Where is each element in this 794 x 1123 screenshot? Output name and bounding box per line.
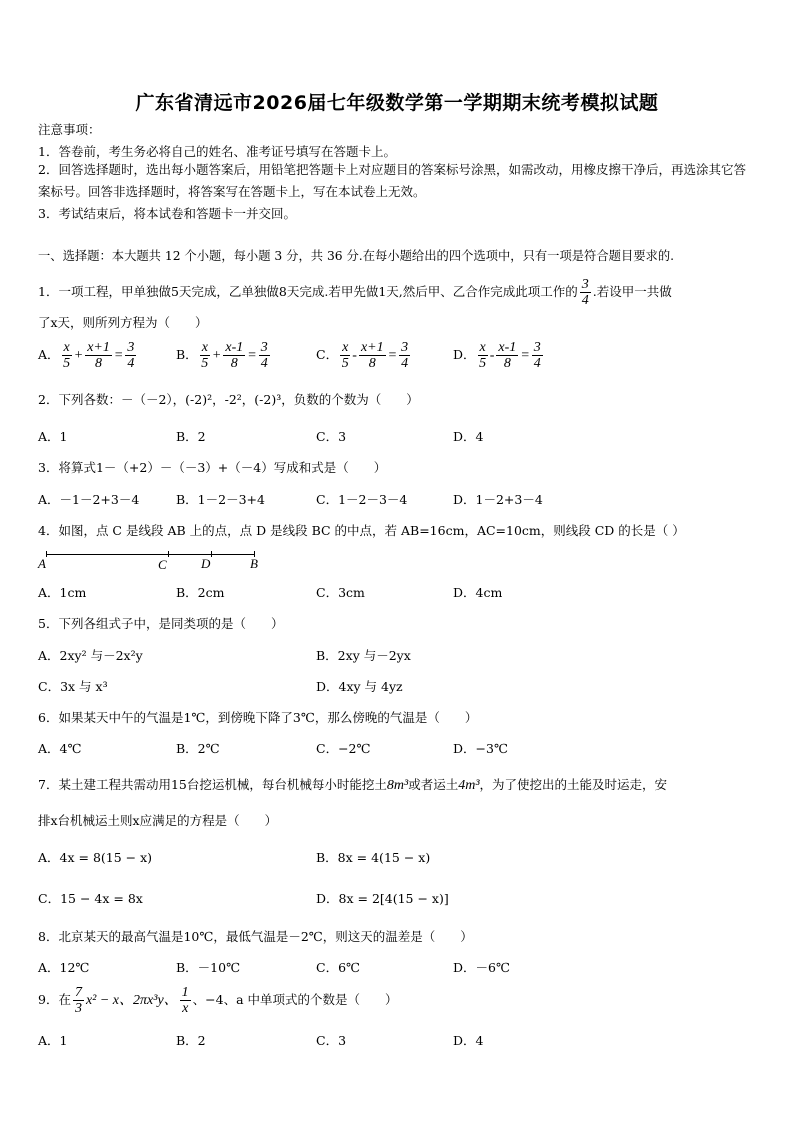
q1-stem-a: 1．一项工程，甲单独做5天完成，乙单独做8天完成.若甲先做1天,然后甲、乙合作完成此项工作的 [38,284,578,299]
q8-option-a[interactable]: A．12℃ [38,960,90,975]
fraction: $\frac{3}{4}$ [127,340,135,371]
q9-stem-a: 9．在 [38,992,71,1007]
q7-unit-1: 8m³ [386,778,409,793]
q7-option-c[interactable]: C．15 − 4x = 8x [38,891,143,906]
q5-option-d[interactable]: D．4xy 与 4yz [316,679,403,694]
q7-stem-b: 或者运土 [408,777,459,792]
q9-option-c[interactable]: C．3 [316,1033,347,1048]
equals-sign: = [247,348,257,363]
q6-option-d[interactable]: D．−3℃ [453,741,508,756]
question-8-stem: 8．北京某天的最高气温是10℃，最低气温是－2℃，则这天的温差是（ ） [38,929,473,944]
q8-option-d[interactable]: D．－6℃ [453,960,510,975]
label-a: A [38,556,46,571]
q7-option-d[interactable]: D．8x = 2[4(15 − x)] [316,891,449,906]
q1-option-d[interactable] [453,340,545,371]
q1-stem-b: .若设甲一共做 [592,284,672,299]
label-c: C [158,557,167,572]
question-3-stem: 3．将算式1－（+2）－（－3）+（－4）写成和式是（ ） [38,460,387,475]
fraction: $\frac{x-1}{8}$ [498,340,517,371]
segment-line [46,554,255,555]
question-7-stem [38,775,667,794]
fraction: $\frac{3}{4}$ [260,340,268,371]
page-title: 广东省清远市2026届七年级数学第一学期期末统考模拟试题 [135,92,659,114]
equals-sign: = [520,348,530,363]
q2-option-a[interactable]: A．1 [38,429,68,444]
option-label: D． [453,347,476,362]
fraction: $\frac{x}{5}$ [479,340,487,371]
equals-sign: = [387,348,398,363]
question-5-stem: 5．下列各组式子中，是同类项的是（ ） [38,616,284,631]
operator: + [73,348,84,363]
q3-option-c[interactable]: C．1－2－3－4 [316,492,408,507]
operator: - [352,348,357,363]
q4-option-a[interactable]: A．1cm [38,585,87,600]
tick-d [211,551,212,557]
tick-a [46,551,47,557]
notice-item-1: 1．答卷前，考生务必将自己的姓名、准考证号填写在答题卡上。 [38,144,396,159]
q6-option-a[interactable]: A．4℃ [38,741,82,756]
q6-option-b[interactable]: B．2℃ [176,741,220,756]
option-label: A． [38,347,60,362]
q8-option-b[interactable]: B．－10℃ [176,960,241,975]
q1-fraction: $\frac{3}{4}$ [581,277,589,308]
q7-stem-d: 排x台机械运土则x应满足的方程是（ ） [38,813,278,828]
q8-option-c[interactable]: C．6℃ [316,960,361,975]
label-d: D [201,556,211,571]
q3-option-a[interactable]: A．－1－2+3－4 [38,492,140,507]
fraction: $\frac{3}{4}$ [533,340,541,371]
tick-c [168,551,169,557]
equals-sign: = [113,348,124,363]
fraction: $\frac{x}{5}$ [201,340,209,371]
q5-option-b[interactable]: B．2xy 与－2yx [316,648,411,663]
notice-heading: 注意事项： [38,122,101,137]
q9-stem-c: 、−4、a 中单项式的个数是（ ） [192,992,398,1007]
section-heading: 一、选择题：本大题共 12 个小题，每小题 3 分，共 36 分.在每小题给出的四个选项中，只有一项是符合题目要求的. [38,249,675,263]
q1-option-a[interactable] [38,340,138,371]
q7-option-b[interactable]: B．8x = 4(15 − x) [316,850,431,865]
fraction: $\frac{x+1}{8}$ [360,340,384,371]
q4-option-c[interactable]: C．3cm [316,585,365,600]
notice-item-3: 3．考试结束后，将本试卷和答题卡一并交回。 [38,206,296,221]
fraction: $\frac{x}{5}$ [63,340,71,371]
label-b: B [250,556,258,571]
q7-unit-2: 4m³ [458,778,480,793]
fraction: $\frac{x-1}{8}$ [225,340,244,371]
q9-option-d[interactable]: D．4 [453,1033,484,1048]
q1-option-c[interactable] [316,340,412,371]
q2-option-c[interactable]: C．3 [316,429,347,444]
q3-option-d[interactable]: D．1－2+3－4 [453,492,543,507]
fraction: $\frac{x}{5}$ [341,340,349,371]
q1-option-b[interactable] [176,340,272,371]
q7-stem-a: 7．某土建工程共需动用15台挖运机械，每台机械每小时能挖土 [38,777,387,792]
notice-item-2: 2．回答选择题时，选出每小题答案后，用铅笔把答题卡上对应题目的答案标号涂黑，如需改动，用橡皮擦干净后，再选涂其它答案标号。回答非选择题时，将答案写在答题卡上，写在本试卷上无效。 [38,162,746,199]
q9-option-b[interactable]: B．2 [176,1033,206,1048]
q1-stem-c: 了x天，则所列方程为（ ） [38,315,208,330]
option-label: B． [176,347,198,362]
q3-option-b[interactable]: B．1－2－3+4 [176,492,265,507]
q5-option-c[interactable]: C．3x 与 x³ [38,679,108,694]
question-6-stem: 6．如果某天中午的气温是1℃，到傍晚下降了3℃，那么傍晚的气温是（ ） [38,710,478,725]
option-label: C． [316,347,339,362]
q7-option-a[interactable]: A．4x = 8(15 − x) [38,850,153,865]
question-2-stem: 2．下列各数：－（－2），(-2)²，-2²，(-2)³，负数的个数为（ ） [38,392,419,407]
q7-stem-c: ，为了使挖出的土能及时运走，安 [479,777,668,792]
question-4-stem: 4．如图，点 C 是线段 AB 上的点，点 D 是线段 BC 的中点，若 AB=16cm，AC=10cm，则线段 CD 的长是（ ） [38,523,685,538]
fraction: $\frac{3}{4}$ [401,340,409,371]
q4-option-d[interactable]: D．4cm [453,585,503,600]
q6-option-c[interactable]: C．−2℃ [316,741,371,756]
q9-fraction-1: $\frac{7}{3}$ [74,985,82,1016]
q5-option-a[interactable]: A．2xy² 与－2x²y [38,648,143,663]
question-1-stem [38,277,672,308]
operator: - [489,348,495,363]
q9-fraction-2: $\frac{1}{x}$ [181,985,189,1016]
fraction: $\frac{x+1}{8}$ [87,340,110,371]
q4-option-b[interactable]: B．2cm [176,585,225,600]
q2-option-d[interactable]: D．4 [453,429,484,444]
operator: + [211,348,222,363]
question-9-stem [38,985,398,1016]
q2-option-b[interactable]: B．2 [176,429,206,444]
q9-option-a[interactable]: A．1 [38,1033,68,1048]
q9-stem-b: x² − x、2πx³y、 [85,993,178,1008]
